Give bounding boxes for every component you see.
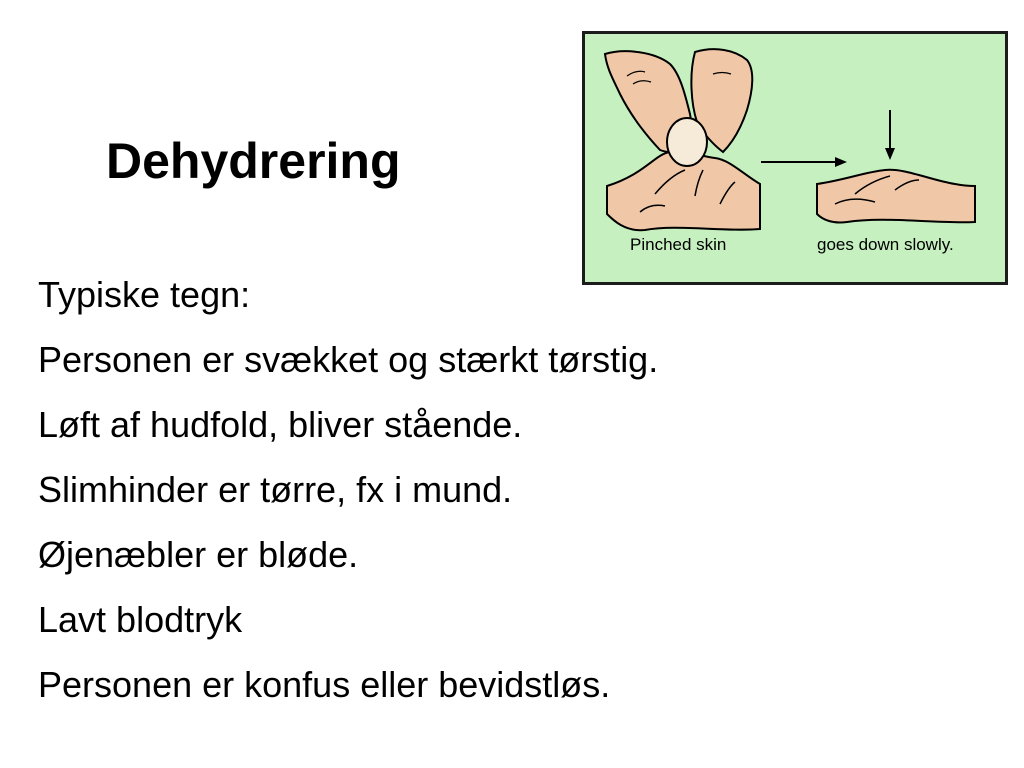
caption-left: Pinched skin <box>630 235 727 254</box>
slide-title: Dehydrering <box>106 133 401 189</box>
bullet-item: Øjenæbler er bløde. <box>38 534 359 575</box>
bullet-item: Personen er svækket og stærkt tørstig. <box>38 339 659 380</box>
recovering-skin <box>817 170 975 223</box>
bullet-item: Løft af hudfold, bliver stående. <box>38 404 523 445</box>
bullet-list <box>38 262 658 717</box>
skin-pinch-icon <box>585 34 1005 282</box>
skin-turgor-illustration <box>582 31 1008 285</box>
fingernail <box>667 118 707 166</box>
caption-right: goes down slowly. <box>817 235 954 254</box>
bullet-item: Slimhinder er tørre, fx i mund. <box>38 469 513 510</box>
bullet-item: Personen er konfus eller bevidstløs. <box>38 664 611 705</box>
bullet-item: Typiske tegn: <box>38 274 251 315</box>
bullet-item: Lavt blodtryk <box>38 599 243 640</box>
